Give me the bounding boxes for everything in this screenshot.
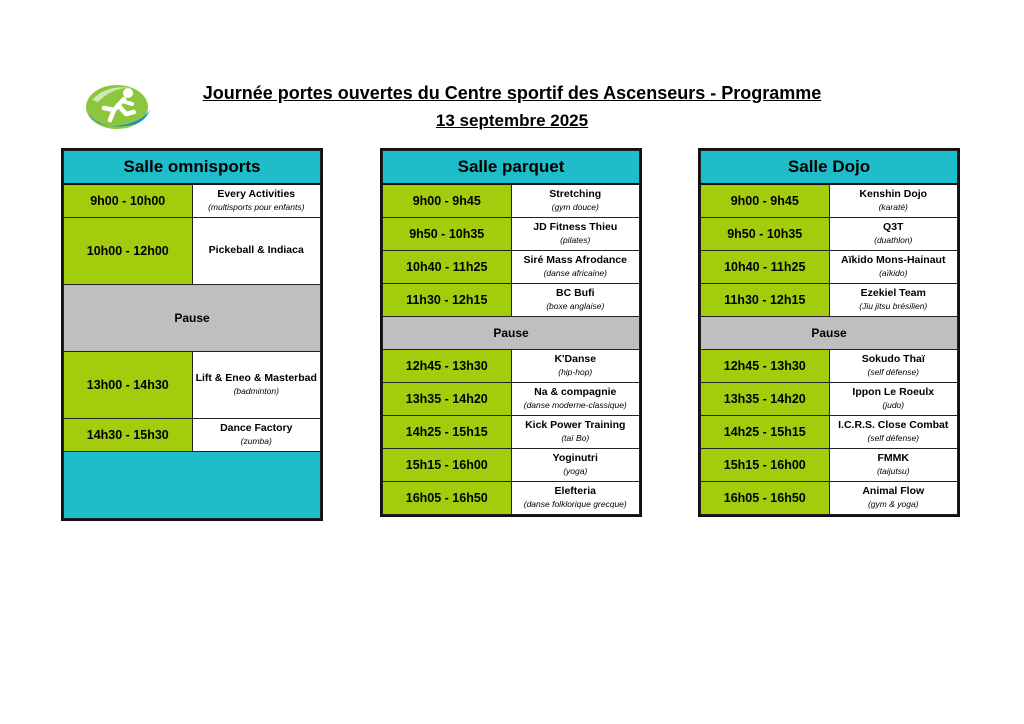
slot-time: 14h25 - 15h15 [383, 415, 512, 448]
pause-row [64, 284, 321, 351]
slot-time: 11h30 - 12h15 [701, 283, 830, 316]
schedule-row [701, 448, 958, 481]
slot-activity: Kenshin Dojo (karaté) [829, 184, 958, 217]
schedule-row [701, 481, 958, 514]
schedule-row [64, 418, 321, 451]
slot-activity: Aïkido Mons-Hainaut (aïkido) [829, 250, 958, 283]
slot-activity: Kick Power Training (taï Bo) [511, 415, 640, 448]
slot-activity: Sokudo Thaï (self défense) [829, 349, 958, 382]
slot-activity: Animal Flow (gym & yoga) [829, 481, 958, 514]
slot-activity: Elefteria (danse folklorique grecque) [511, 481, 640, 514]
slot-activity: Every Activities (multisports pour enfants) [192, 184, 321, 217]
schedule-row [383, 250, 640, 283]
slot-time: 15h15 - 16h00 [383, 448, 512, 481]
slot-time: 12h45 - 13h30 [383, 349, 512, 382]
slot-time: 9h00 - 10h00 [64, 184, 193, 217]
slot-time: 12h45 - 13h30 [701, 349, 830, 382]
pause-label: Pause [64, 284, 321, 351]
pause-row [383, 316, 640, 349]
slot-time: 11h30 - 12h15 [383, 283, 512, 316]
schedule-row [383, 415, 640, 448]
slot-activity: Yoginutri (yoga) [511, 448, 640, 481]
slot-time: 10h00 - 12h00 [64, 217, 193, 284]
schedule-row [383, 184, 640, 217]
slot-time: 9h50 - 10h35 [383, 217, 512, 250]
slot-activity: Siré Mass Afrodance (danse africaine) [511, 250, 640, 283]
pause-row [701, 316, 958, 349]
schedule-row [701, 349, 958, 382]
slot-time: 9h00 - 9h45 [701, 184, 830, 217]
slot-time: 16h05 - 16h50 [383, 481, 512, 514]
slot-time: 10h40 - 11h25 [383, 250, 512, 283]
slot-activity: Q3T (duathlon) [829, 217, 958, 250]
schedule-row [64, 351, 321, 418]
schedule-row [701, 184, 958, 217]
empty-filler [64, 451, 321, 518]
slot-activity: FMMK (taijutsu) [829, 448, 958, 481]
slot-activity: Stretching (gym douce) [511, 184, 640, 217]
slot-activity: Pickeball & Indiaca [192, 217, 321, 284]
room-parquet [380, 148, 642, 517]
slot-time: 14h30 - 15h30 [64, 418, 193, 451]
slot-activity: BC Bufi (boxe anglaise) [511, 283, 640, 316]
schedule-row [64, 217, 321, 284]
room-omnisports [61, 148, 323, 521]
slot-activity: JD Fitness Thieu (pilates) [511, 217, 640, 250]
page-title: Journée portes ouvertes du Centre sportif des Ascenseurs - Programme [202, 83, 822, 103]
schedule-row [701, 283, 958, 316]
slot-time: 10h40 - 11h25 [701, 250, 830, 283]
slot-activity: Ezekiel Team (Jiu jitsu brésilien) [829, 283, 958, 316]
schedule-row [383, 349, 640, 382]
slot-time: 16h05 - 16h50 [701, 481, 830, 514]
schedule-row [383, 382, 640, 415]
slot-time: 14h25 - 15h15 [701, 415, 830, 448]
schedule-row [383, 283, 640, 316]
slot-time: 9h50 - 10h35 [701, 217, 830, 250]
schedule-row [701, 415, 958, 448]
slot-time: 13h00 - 14h30 [64, 351, 193, 418]
schedule-row [383, 448, 640, 481]
room-title: Salle parquet [383, 151, 640, 185]
slot-time: 13h35 - 14h20 [383, 382, 512, 415]
schedule-row [383, 481, 640, 514]
slot-time: 15h15 - 16h00 [701, 448, 830, 481]
schedule-row [701, 250, 958, 283]
room-title: Salle Dojo [701, 151, 958, 185]
slot-activity: Dance Factory (zumba) [192, 418, 321, 451]
event-date: 13 septembre 2025 [435, 111, 589, 130]
schedule-row [701, 217, 958, 250]
slot-activity: Ippon Le Roeulx (judo) [829, 382, 958, 415]
slot-activity: I.C.R.S. Close Combat (self défense) [829, 415, 958, 448]
slot-time: 13h35 - 14h20 [701, 382, 830, 415]
slot-activity: Lift & Eneo & Masterbad (badminton) [192, 351, 321, 418]
room-dojo [698, 148, 960, 517]
slot-activity: Na & compagnie (danse moderne-classique) [511, 382, 640, 415]
room-title: Salle omnisports [64, 151, 321, 185]
slot-activity: K'Danse (hip-hop) [511, 349, 640, 382]
schedule-row [701, 382, 958, 415]
slot-time: 9h00 - 9h45 [383, 184, 512, 217]
pause-label: Pause [701, 316, 958, 349]
schedule-row [64, 184, 321, 217]
pause-label: Pause [383, 316, 640, 349]
schedule-row [383, 217, 640, 250]
